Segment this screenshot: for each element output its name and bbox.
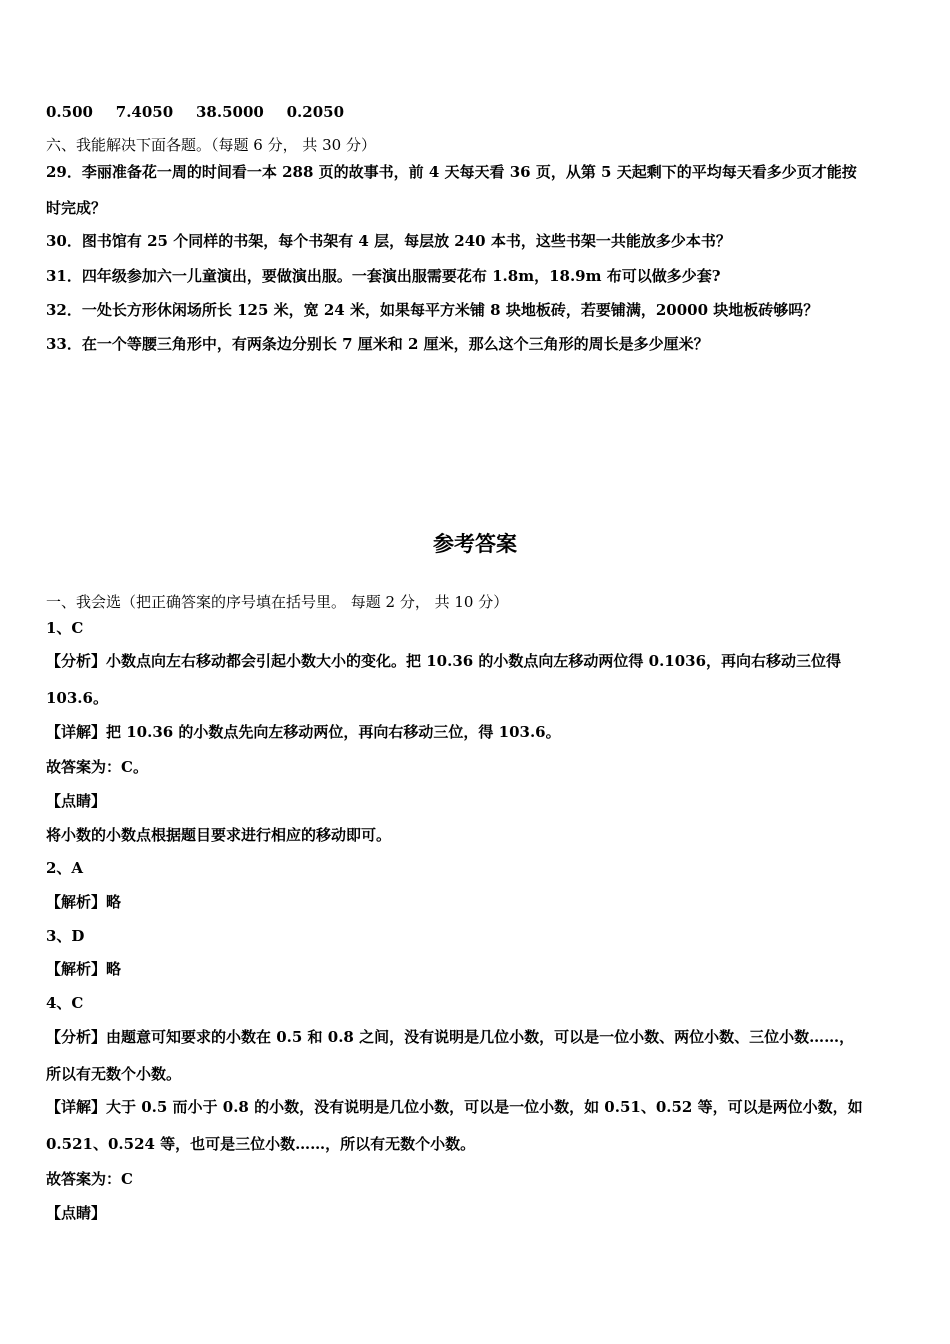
answer-1: 1、C — [46, 619, 84, 637]
number-item: 7.4050 — [115, 103, 174, 121]
answer-1-analysis-cont: 103.6。 — [46, 689, 108, 707]
answer-3-analysis: 【解析】略 — [46, 960, 122, 978]
answer-1-point-label: 【点睛】 — [46, 792, 107, 810]
number-item: 0.500 — [46, 103, 93, 121]
answer-4-detail: 【详解】大于 0.5 而小于 0.8 的小数，没有说明是几位小数，可以是一位小数，如 0.51、0.52 等，可以是两位小数，如 — [46, 1098, 863, 1116]
answer-2: 2、A — [46, 859, 84, 877]
answer-1-detail: 【详解】把 10.36 的小数点先向左移动两位，再向右移动三位，得 103.6。 — [46, 723, 561, 741]
question-31: 31．四年级参加六一儿童演出，要做演出服。一套演出服需要花布 1.8m，18.9m 布可以做多少套? — [46, 267, 721, 285]
answer-4-analysis-cont: 所以有无数个小数。 — [46, 1065, 182, 1083]
answer-4-final: 故答案为：C — [46, 1170, 133, 1188]
answer-4-analysis: 【分析】由题意可知要求的小数在 0.5 和 0.8 之间，没有说明是几位小数，可以是一位小数、两位小数、三位小数……， — [46, 1028, 855, 1046]
answers-section1-heading: 一、我会选（把正确答案的序号填在括号里。 每题 2 分， 共 10 分） — [46, 593, 509, 611]
section6-heading: 六、我能解决下面各题。（每题 6 分， 共 30 分） — [46, 136, 376, 154]
question-29: 29．李丽准备花一周的时间看一本 288 页的故事书，前 4 天每天看 36 页，从第 5 天起剩下的平均每天看多少页才能按 — [46, 163, 857, 181]
answer-1-final: 故答案为：C。 — [46, 758, 148, 776]
answer-2-analysis: 【解析】略 — [46, 893, 122, 911]
answers-title: 参考答案 — [433, 532, 517, 556]
answer-1-point: 将小数的小数点根据题目要求进行相应的移动即可。 — [46, 826, 392, 844]
question-30: 30．图书馆有 25 个同样的书架，每个书架有 4 层，每层放 240 本书，这些书架一共能放多少本书？ — [46, 232, 731, 250]
answer-3: 3、D — [46, 927, 85, 945]
number-item: 38.5000 — [195, 103, 264, 121]
number-item: 0.2050 — [286, 103, 345, 121]
answer-4-point-label: 【点睛】 — [46, 1204, 107, 1222]
number-list — [46, 102, 904, 122]
answer-1-analysis: 【分析】小数点向左右移动都会引起小数大小的变化。把 10.36 的小数点向左移动两位得 0.1036，再向右移动三位得 — [46, 652, 842, 670]
question-33: 33．在一个等腰三角形中，有两条边分别长 7 厘米和 2 厘米，那么这个三角形的周长是多少厘米？ — [46, 335, 709, 353]
answer-4: 4、C — [46, 994, 84, 1012]
question-32: 32．一处长方形休闲场所长 125 米，宽 24 米，如果每平方米铺 8 块地板砖，若要铺满，20000 块地板砖够吗？ — [46, 301, 819, 319]
question-29-cont: 时完成？ — [46, 199, 107, 217]
answer-4-detail-cont: 0.521、0.524 等，也可是三位小数……，所以有无数个小数。 — [46, 1135, 476, 1153]
